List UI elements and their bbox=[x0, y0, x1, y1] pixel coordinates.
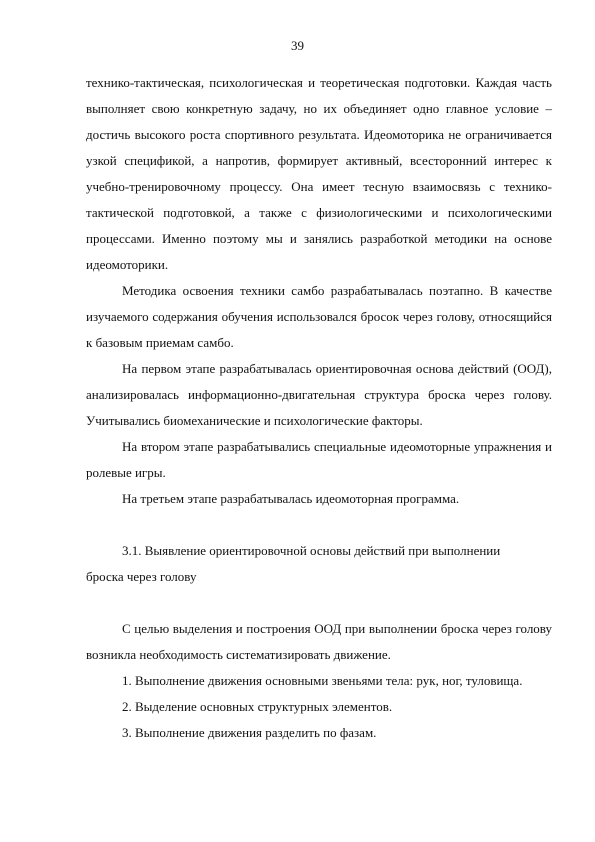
paragraph-stage-two: На втором этапе разрабатывались специальные идеомоторные упражнения и ролевые игры. bbox=[86, 439, 552, 480]
list-item: 1. Выполнение движения основными звеньями тела: рук, ног, туловища. bbox=[122, 673, 523, 688]
page-number: 39 bbox=[291, 38, 304, 53]
section-heading: 3.1. Выявление ориентировочной основы действий при выполнении броска через голову bbox=[86, 543, 501, 584]
paragraph-purpose: С целью выделения и построения ООД при выполнении броска через голову возникла необходимость систематизировать движение. bbox=[86, 621, 552, 662]
paragraph-stage-one: На первом этапе разрабатывалась ориентировочная основа действий (ООД), анализировалась информационно-двигательная структура броска через голову. Учитывались биомеханические и психологические факторы. bbox=[86, 361, 552, 428]
document-body bbox=[86, 70, 552, 746]
list-item: 3. Выполнение движения разделить по фазам. bbox=[122, 725, 377, 740]
list-item: 2. Выделение основных структурных элементов. bbox=[122, 699, 393, 714]
paragraph-stage-three: На третьем этапе разрабатывалась идеомоторная программа. bbox=[122, 491, 460, 506]
paragraph-methodology: Методика освоения техники самбо разрабатывалась поэтапно. В качестве изучаемого содержания обучения использовался бросок через голову, относящийся к базовым приемам самбо. bbox=[86, 283, 552, 350]
paragraph-continuation: технико-тактическая, психологическая и теоретическая подготовки. Каждая часть выполняет свою конкретную задачу, но их объединяет одно главное условие – достичь высокого роста спортивного результата. Идеомоторика не ограничивается узкой спецификой, а напротив, формирует активный, всесторонний интерес к учебно-тренировочному процессу. Она имеет тесную взаимосвязь с технико-тактической подготовкой, а также с физиологическими и психологическими процессами. Именно поэтому мы и занялись разработкой методики на основе идеомоторики. bbox=[86, 75, 552, 272]
